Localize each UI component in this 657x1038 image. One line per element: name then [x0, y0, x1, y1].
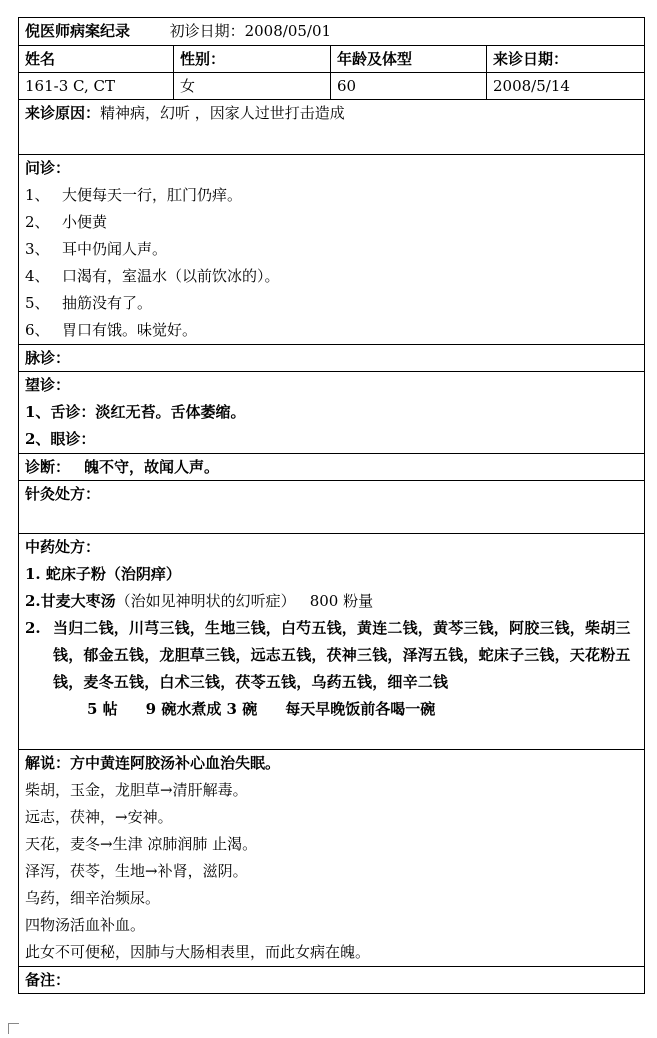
inquiry-item: 2、 小便黄: [25, 213, 108, 231]
header-visit-date: 来诊日期：: [487, 46, 645, 73]
herb2-note: （治如见神明状的幻听症）: [115, 592, 296, 610]
inquiry-item: 6、 胃口有饿。味觉好。: [25, 321, 198, 339]
value-sex: 女: [174, 73, 331, 100]
diagnosis-label: 诊断：: [25, 458, 71, 476]
header-age: 年龄及体型: [331, 46, 487, 73]
pulse-label: 脉诊：: [19, 345, 645, 372]
diagnosis-text: 魄不守，故闻人声。: [84, 458, 220, 476]
herb3-num: 2.: [25, 619, 41, 637]
explain-line: 乌药，细辛治频尿。: [25, 889, 161, 907]
explain-line: 四物汤活血补血。: [25, 916, 146, 934]
inquiry-item: 3、 耳中仍闻人声。: [25, 240, 168, 258]
first-visit-date: 2008/05/01: [244, 22, 332, 40]
herbal-label: 中药处方：: [25, 538, 101, 556]
inquiry-item: 1、 大便每天一行，肛门仍痒。: [25, 186, 243, 204]
herb2-name: 2.甘麦大枣汤: [25, 592, 116, 610]
reason-label: 来诊原因：: [25, 104, 101, 122]
notes-row: [19, 967, 645, 994]
inquiry-item: 5、 抽筋没有了。: [25, 294, 153, 312]
header-sex: 性别：: [174, 46, 331, 73]
observe-row: [19, 372, 645, 454]
explain-head: 解说：方中黄连阿胶汤补心血治失眠。: [25, 754, 281, 772]
herbal-row: [19, 534, 645, 750]
diagnosis-row: [19, 454, 645, 481]
inquiry-row: [19, 155, 645, 345]
value-name: 161-3 C, CT: [19, 73, 174, 100]
eye-diagnosis: 2、眼诊：: [25, 430, 96, 448]
observe-label: 望诊：: [25, 376, 71, 394]
explain-row: [19, 750, 645, 967]
page-corner-mark: [8, 1023, 19, 1034]
value-visit-date: 2008/5/14: [487, 73, 645, 100]
tongue-diagnosis: 1、舌诊：淡红无苔。舌体萎缩。: [25, 403, 246, 421]
reason-row: [19, 100, 645, 155]
value-age: 60: [331, 73, 487, 100]
acupuncture-row: [19, 481, 645, 534]
herb2-qty: 800 粉量: [309, 592, 374, 610]
explain-line: 柴胡，玉金，龙胆草→清肝解毒。: [25, 781, 248, 799]
medical-record: [18, 17, 644, 994]
herb-item-3: [25, 615, 638, 696]
inquiry-item: 4、 口渴有，室温水（以前饮冰的）。: [25, 267, 280, 285]
first-visit-label: 初诊日期：: [169, 22, 245, 40]
pulse-row: [19, 345, 645, 372]
explain-line: 天花，麦冬→生津 凉肺润肺 止渴。: [25, 835, 258, 853]
herb-item-1: 1. 蛇床子粉（治阴痒）: [25, 565, 181, 583]
header-name: 姓名: [19, 46, 174, 73]
header-row: [19, 46, 645, 73]
herb3-text: 当归二钱，川芎三钱，生地三钱，白芍五钱，黄连二钱，黄芩三钱，阿胶三钱，柴胡三钱，郁金五钱，龙胆草三钱，远志五钱，茯神三钱，泽泻五钱，蛇床子三钱，天花粉五钱，麦冬五钱，白术三钱，茯苓五钱，乌药五钱，细辛二钱: [53, 619, 631, 691]
dose-count: 5 帖: [87, 700, 118, 718]
explain-line: 远志，茯神，→安神。: [25, 808, 173, 826]
explain-line: 泽泻，茯苓，生地→补肾，滋阴。: [25, 862, 248, 880]
inquiry-label: 问诊：: [25, 159, 71, 177]
acupuncture-label: 针灸处方：: [19, 481, 645, 534]
notes-label: 备注：: [19, 967, 645, 994]
dosage-instructions: [25, 696, 638, 723]
record-title: 倪医师病案纪录: [25, 22, 131, 40]
record-table: [18, 17, 645, 994]
title-row: [19, 18, 645, 46]
dose-time: 每天早晚饭前各喝一碗: [285, 700, 436, 718]
dose-water: 9 碗水煮成 3 碗: [145, 700, 258, 718]
value-row: [19, 73, 645, 100]
herb-item-2: [25, 588, 638, 615]
explain-line: 此女不可便秘，因肺与大肠相表里，而此女病在魄。: [25, 943, 371, 961]
reason-text: 精神病，幻听 ，因家人过世打击造成: [100, 104, 345, 122]
